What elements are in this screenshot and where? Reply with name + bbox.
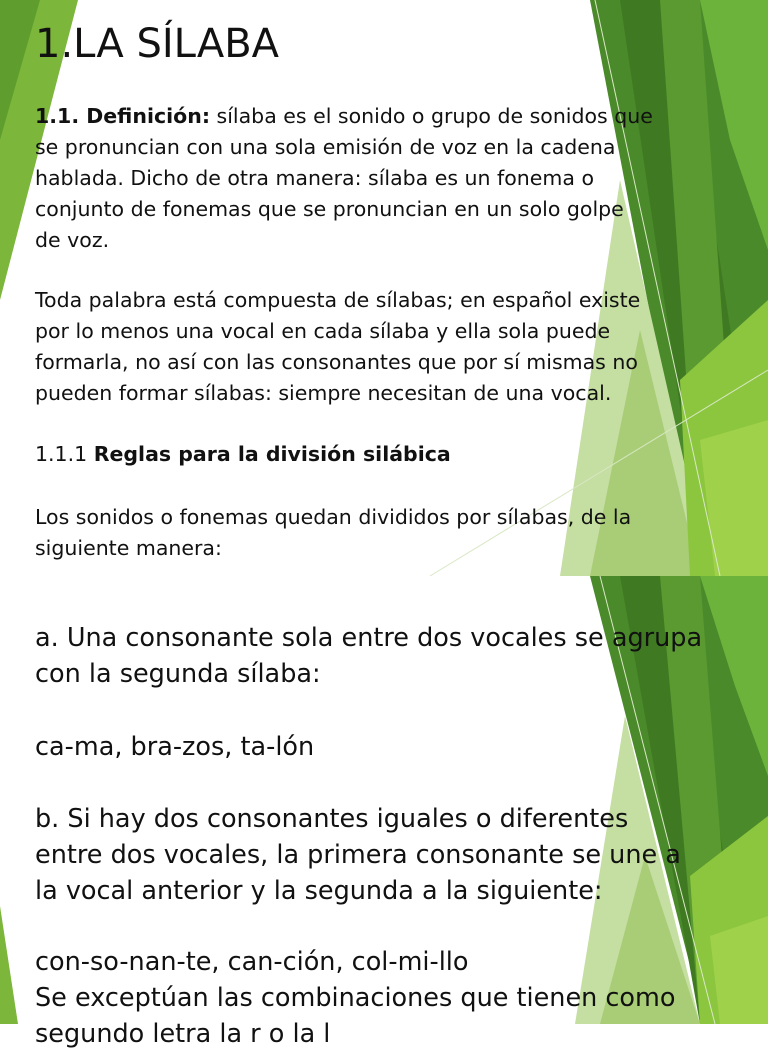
rule-line: entre dos vocales, la primera consonante se une a bbox=[35, 840, 681, 870]
definition-line: conjunto de fonemas que se pronuncian en un solo golpe bbox=[35, 197, 624, 221]
slide-title: 1.LA SÍLABA bbox=[35, 21, 280, 67]
rule-line: la vocal anterior y la segunda a la siguiente: bbox=[35, 876, 603, 906]
rule-line: b. Si hay dos consonantes iguales o diferentes bbox=[35, 804, 629, 834]
exception-line: Se exceptúan las combinaciones que tienen como bbox=[35, 983, 676, 1013]
paragraph-line: pueden formar sílabas: siempre necesitan de una vocal. bbox=[35, 381, 612, 405]
definition-line: se pronuncian con una sola emisión de voz en la cadena bbox=[35, 135, 616, 159]
paragraph-line: Toda palabra está compuesta de sílabas; en español existe bbox=[35, 288, 641, 312]
rule-line: con la segunda sílaba: bbox=[35, 659, 321, 689]
paragraph-line: formarla, no así con las consonantes que por sí mismas no bbox=[35, 350, 638, 374]
slide-2 bbox=[0, 576, 768, 1049]
paragraph-line: por lo menos una vocal en cada sílaba y ella sola puede bbox=[35, 319, 611, 343]
example-line: ca-ma, bra-zos, ta-lón bbox=[35, 732, 315, 762]
definition-line: de voz. bbox=[35, 228, 110, 252]
definition-line: hablada. Dicho de otra manera: sílaba es un fonema o bbox=[35, 166, 595, 190]
paragraph-line: Los sonidos o fonemas quedan divididos por sílabas, de la bbox=[35, 505, 632, 529]
definition-line: 1.1. Definición: sílaba es el sonido o grupo de sonidos que bbox=[35, 104, 653, 128]
definition-label: 1.1. Definición: bbox=[35, 104, 211, 128]
rules-heading: 1.1.1 Reglas para la división silábica bbox=[35, 442, 451, 466]
rule-line: a. Una consonante sola entre dos vocales se agrupa bbox=[35, 623, 703, 653]
example-line: con-so-nan-te, can-ción, col-mi-llo bbox=[35, 947, 469, 977]
paragraph-line: siguiente manera: bbox=[35, 536, 222, 560]
exception-line: segundo letra la r o la l bbox=[35, 1019, 331, 1049]
